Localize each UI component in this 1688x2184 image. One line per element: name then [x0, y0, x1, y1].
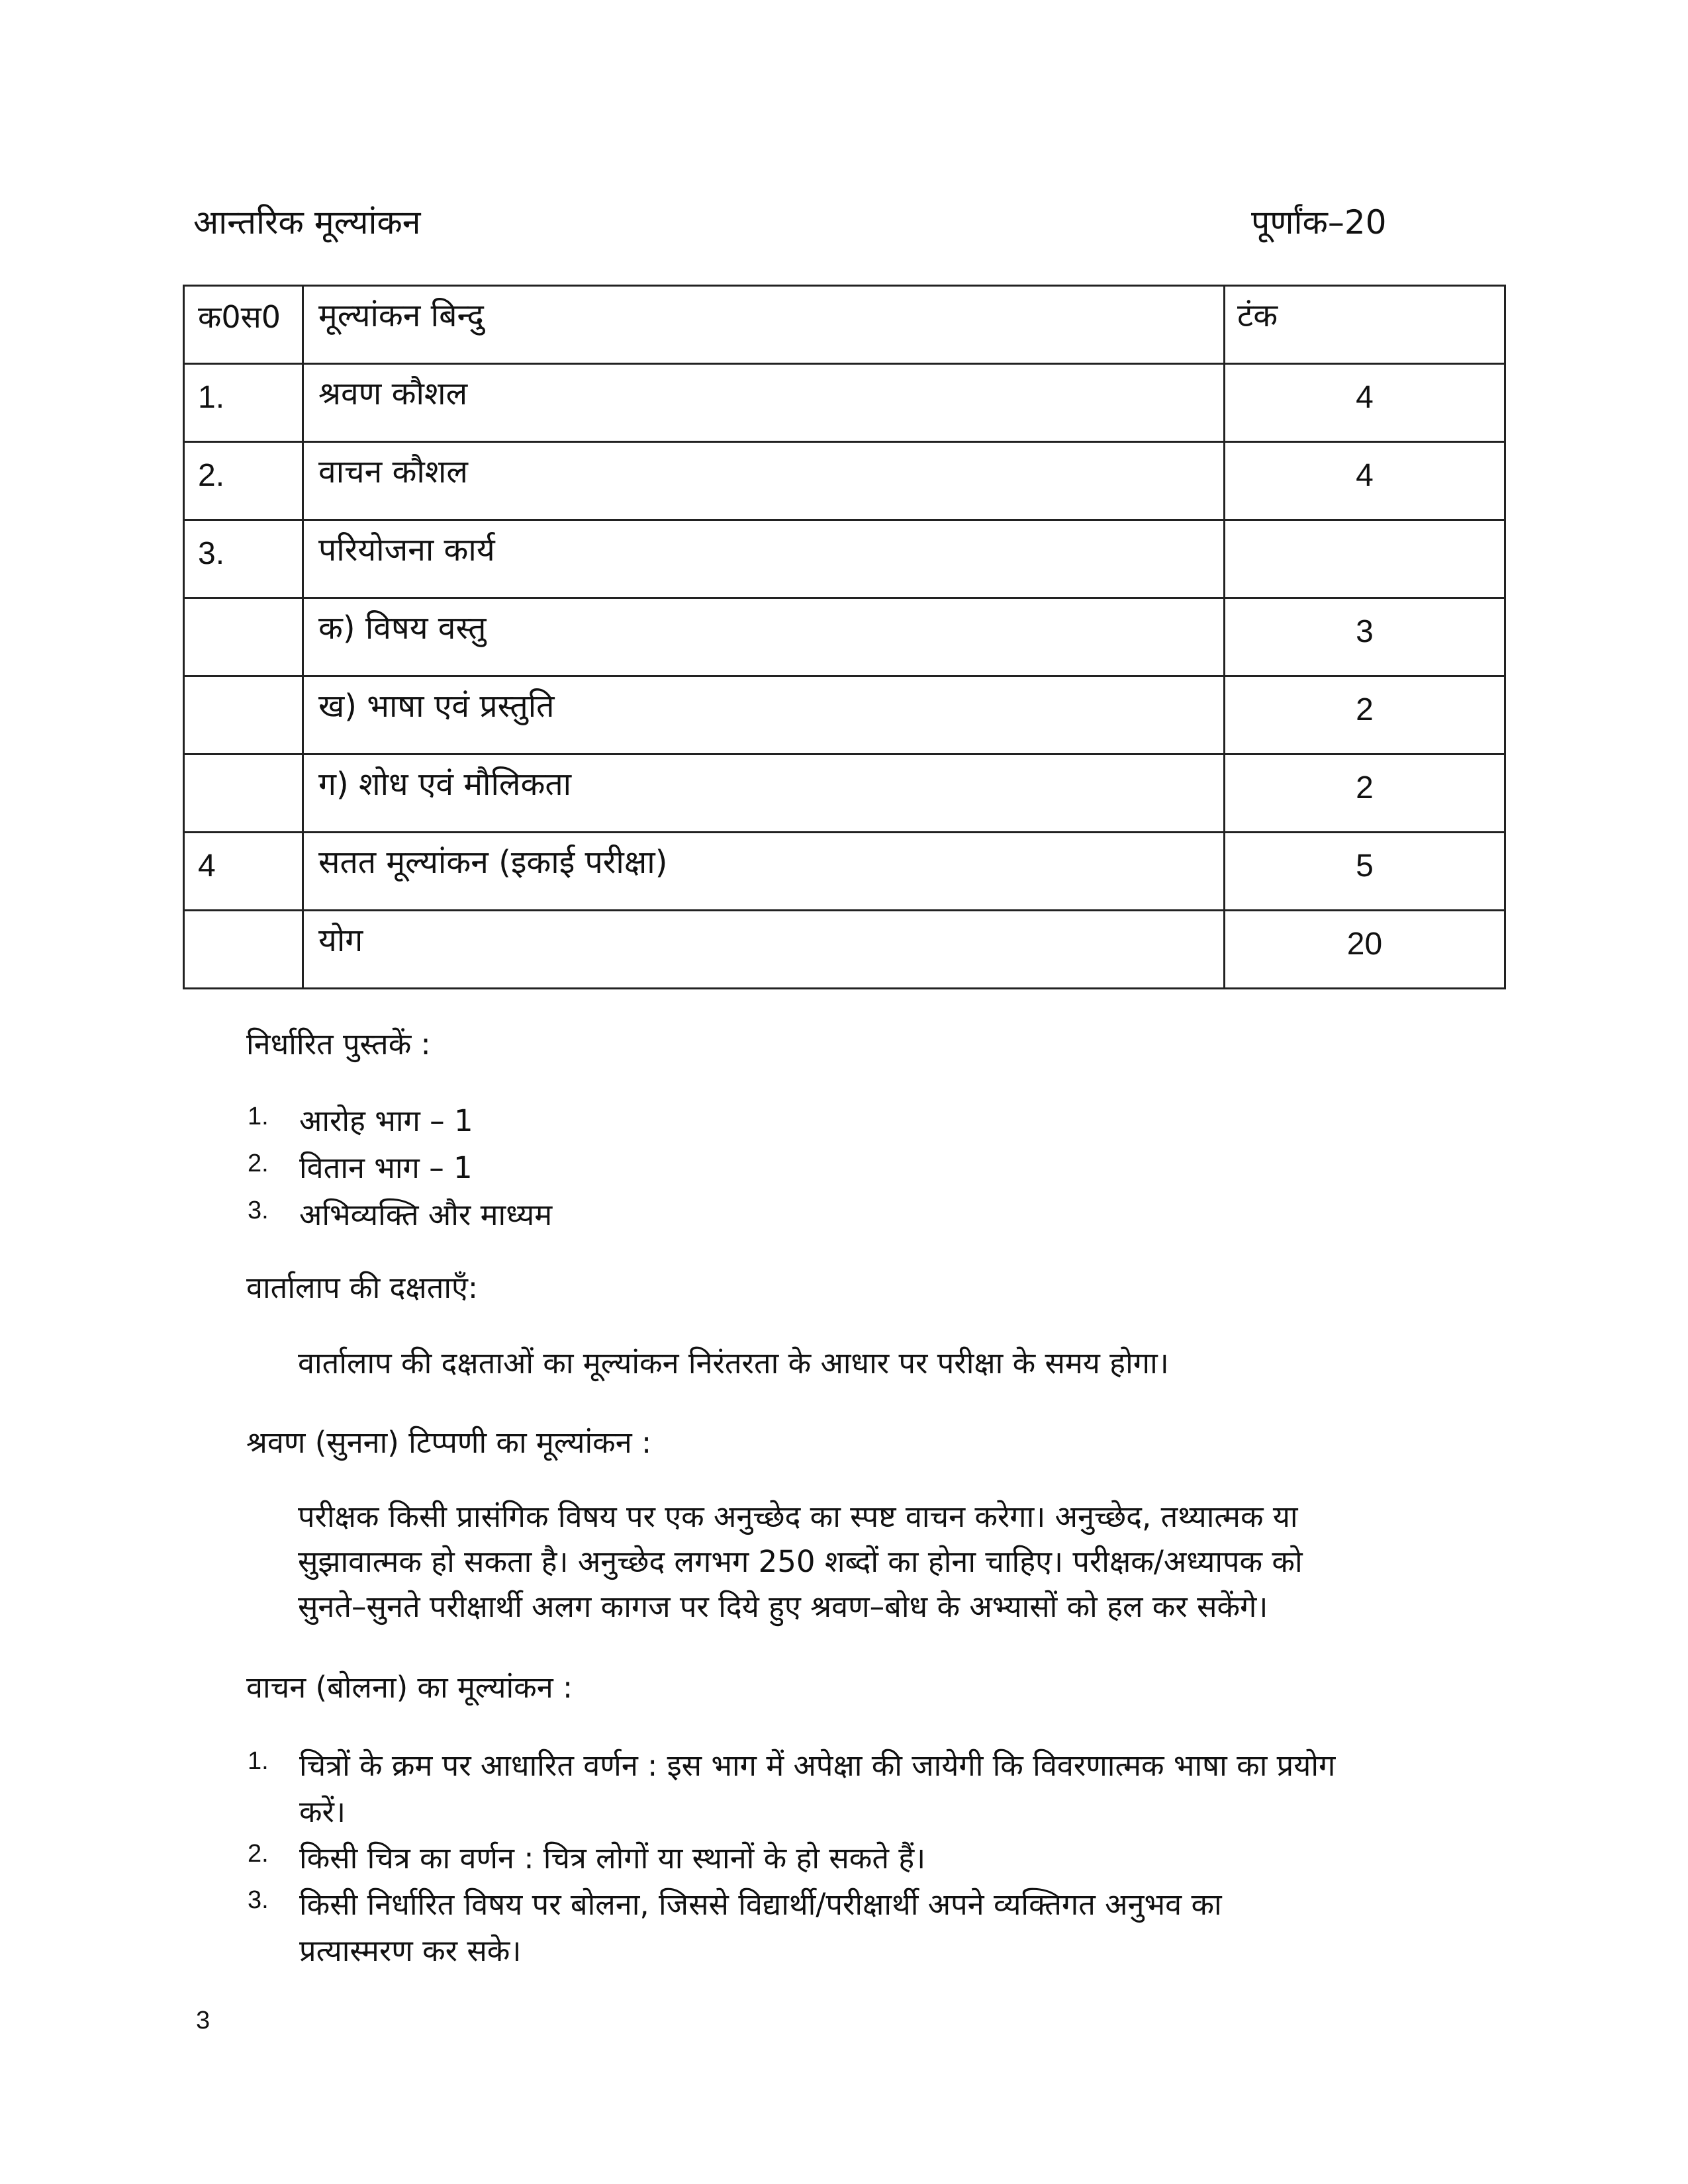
max-marks-label: पूर्णांक–20: [1251, 203, 1387, 242]
table-row: [184, 833, 1505, 911]
list-number: 2.: [248, 1840, 269, 1868]
table-row: [184, 676, 1505, 754]
row-item: वाचन कौशल: [303, 442, 1225, 520]
row-item: श्रवण कौशल: [303, 364, 1225, 442]
row-marks: 4: [1225, 442, 1505, 520]
table-row: [184, 754, 1505, 833]
row-serial: 2.: [184, 442, 303, 520]
conversation-heading: वार्तालाप की दक्षताएँ:: [246, 1270, 479, 1305]
row-serial: [184, 598, 303, 676]
row-item: परियोजना कार्य: [303, 520, 1225, 598]
row-serial: 1.: [184, 364, 303, 442]
list-number: 1.: [248, 1747, 269, 1775]
table-row: [184, 598, 1505, 676]
table-total-row: [184, 911, 1505, 989]
table-header-row: [184, 286, 1505, 364]
listening-heading: श्रवण (सुनना) टिप्पणी का मूल्यांकन :: [246, 1425, 652, 1460]
list-text-continued: करें।: [299, 1794, 346, 1829]
row-item: सतत मूल्यांकन (इकाई परीक्षा): [303, 833, 1225, 911]
list-text: किसी चित्र का वर्णन : चित्र लोगों या स्थानों के हो सकते हैं।: [299, 1841, 926, 1876]
row-marks: 4: [1225, 364, 1505, 442]
speaking-heading: वाचन (बोलना) का मूल्यांकन :: [246, 1670, 573, 1705]
page-number: 3: [196, 2007, 211, 2034]
row-serial: 4: [184, 833, 303, 911]
list-number: 1.: [248, 1103, 269, 1130]
row-item: योग: [303, 911, 1225, 989]
row-item: ग) शोध एवं मौलिकता: [303, 754, 1225, 833]
row-marks: 2: [1225, 676, 1505, 754]
row-serial: [184, 676, 303, 754]
header-assessment-point: मूल्यांकन बिन्दु: [303, 286, 1225, 364]
row-marks: 3: [1225, 598, 1505, 676]
page-title: आन्तरिक मूल्यांकन: [193, 203, 421, 242]
listening-line: सुझावात्मक हो सकता है। अनुच्छेद लगभग 250 शब्दों का होना चाहिए। परीक्षक/अध्यापक को: [298, 1544, 1303, 1579]
row-item: ख) भाषा एवं प्रस्तुति: [303, 676, 1225, 754]
row-serial: 3.: [184, 520, 303, 598]
list-text-continued: प्रत्यास्मरण कर सके।: [299, 1933, 522, 1968]
prescribed-books-heading: निर्धारित पुस्तकें :: [246, 1026, 431, 1062]
list-number: 3.: [248, 1197, 269, 1224]
row-serial: [184, 911, 303, 989]
marks-table: [183, 285, 1506, 989]
row-marks: 5: [1225, 833, 1505, 911]
row-marks: 2: [1225, 754, 1505, 833]
list-text: किसी निर्धारित विषय पर बोलना, जिससे विद्यार्थी/परीक्षार्थी अपने व्यक्तिगत अनुभव का: [299, 1887, 1222, 1922]
list-text: चित्रों के क्रम पर आधारित वर्णन : इस भाग में अपेक्षा की जायेगी कि विवरणात्मक भाषा का प्रयोग: [299, 1748, 1336, 1783]
list-text: वितान भाग – 1: [299, 1150, 473, 1185]
table-row: [184, 520, 1505, 598]
row-marks: 20: [1225, 911, 1505, 989]
list-text: अभिव्यक्ति और माध्यम: [299, 1197, 553, 1232]
row-marks: [1225, 520, 1505, 598]
table-row: [184, 442, 1505, 520]
list-number: 2.: [248, 1150, 269, 1177]
list-text: आरोह भाग – 1: [299, 1103, 473, 1138]
list-number: 3.: [248, 1886, 269, 1914]
listening-line: सुनते–सुनते परीक्षार्थी अलग कागज पर दिये हुए श्रवण–बोध के अभ्यासों को हल कर सकेंगे।: [298, 1589, 1268, 1624]
listening-line: परीक्षक किसी प्रासंगिक विषय पर एक अनुच्छेद का स्पष्ट वाचन करेगा। अनुच्छेद, तथ्यात्मक या: [298, 1499, 1298, 1534]
header-serial: क0स0: [184, 286, 303, 364]
table-row: [184, 364, 1505, 442]
conversation-text: वार्तालाप की दक्षताओं का मूल्यांकन निरंतरता के आधार पर परीक्षा के समय होगा।: [298, 1345, 1169, 1381]
header-marks: टंक: [1225, 286, 1505, 364]
row-item: क) विषय वस्तु: [303, 598, 1225, 676]
row-serial: [184, 754, 303, 833]
